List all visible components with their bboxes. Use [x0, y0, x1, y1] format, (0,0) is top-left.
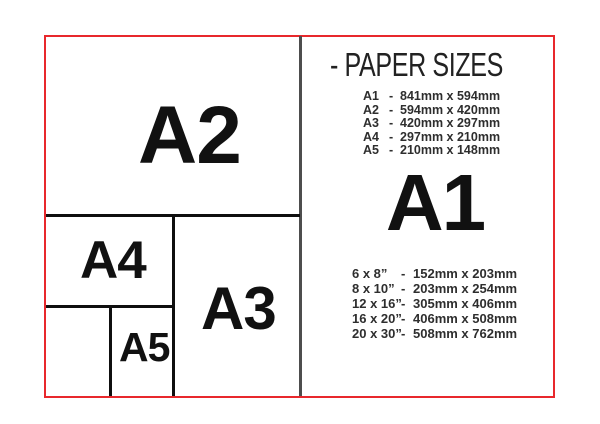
a2-box-label: A2	[138, 90, 241, 181]
separator-dash: -	[401, 266, 406, 281]
separator-dash: -	[401, 326, 406, 341]
a3-box-label: A3	[201, 275, 276, 342]
featured-size-label: A1	[385, 158, 485, 247]
size-name: A3	[363, 116, 379, 131]
size-dimensions: 305mm x 406mm	[413, 296, 518, 311]
size-dimensions: 297mm x 210mm	[400, 129, 501, 144]
a5-box-label: A5	[119, 324, 170, 370]
page-title: - PAPER SIZES	[330, 46, 503, 83]
inch-series-list	[352, 266, 517, 341]
separator-dash: -	[401, 296, 406, 311]
separator-dash: -	[389, 102, 394, 117]
size-name: 8 x 10”	[352, 281, 395, 296]
inch-size-row	[352, 296, 517, 311]
separator-dash: -	[389, 89, 394, 103]
size-dimensions: 508mm x 762mm	[413, 326, 518, 341]
size-dimensions: 203mm x 254mm	[413, 281, 518, 296]
size-name: 16 x 20”	[352, 311, 402, 326]
size-name: A2	[363, 102, 379, 117]
size-dimensions: 594mm x 420mm	[400, 102, 501, 117]
size-dimensions: 420mm x 297mm	[400, 116, 501, 131]
size-dimensions: 406mm x 508mm	[413, 311, 518, 326]
inch-size-row	[352, 266, 517, 281]
size-name: 12 x 16”	[352, 296, 402, 311]
separator-dash: -	[389, 116, 394, 131]
size-name: A5	[363, 143, 379, 158]
a5-left-line	[109, 305, 112, 396]
separator-dash: -	[389, 129, 394, 144]
separator-dash: -	[401, 281, 406, 296]
paper-size-row	[363, 144, 500, 158]
size-dimensions: 841mm x 594mm	[400, 89, 501, 103]
size-name: A4	[363, 129, 379, 144]
separator-dash: -	[401, 311, 406, 326]
a-series-list	[363, 90, 500, 158]
separator-dash: -	[389, 143, 394, 158]
size-name: 20 x 30”	[352, 326, 402, 341]
size-dimensions: 210mm x 148mm	[400, 143, 501, 158]
paper-size-row	[363, 117, 500, 131]
size-dimensions: 152mm x 203mm	[413, 266, 518, 281]
paper-size-row	[363, 90, 500, 104]
paper-size-row	[363, 131, 500, 145]
size-name: 6 x 8”	[352, 266, 388, 281]
size-name: A1	[363, 89, 379, 103]
inch-size-row	[352, 281, 517, 296]
paper-size-row	[363, 104, 500, 118]
inch-size-row	[352, 311, 517, 326]
a4-box-label: A4	[80, 231, 146, 290]
inch-size-row	[352, 326, 517, 341]
